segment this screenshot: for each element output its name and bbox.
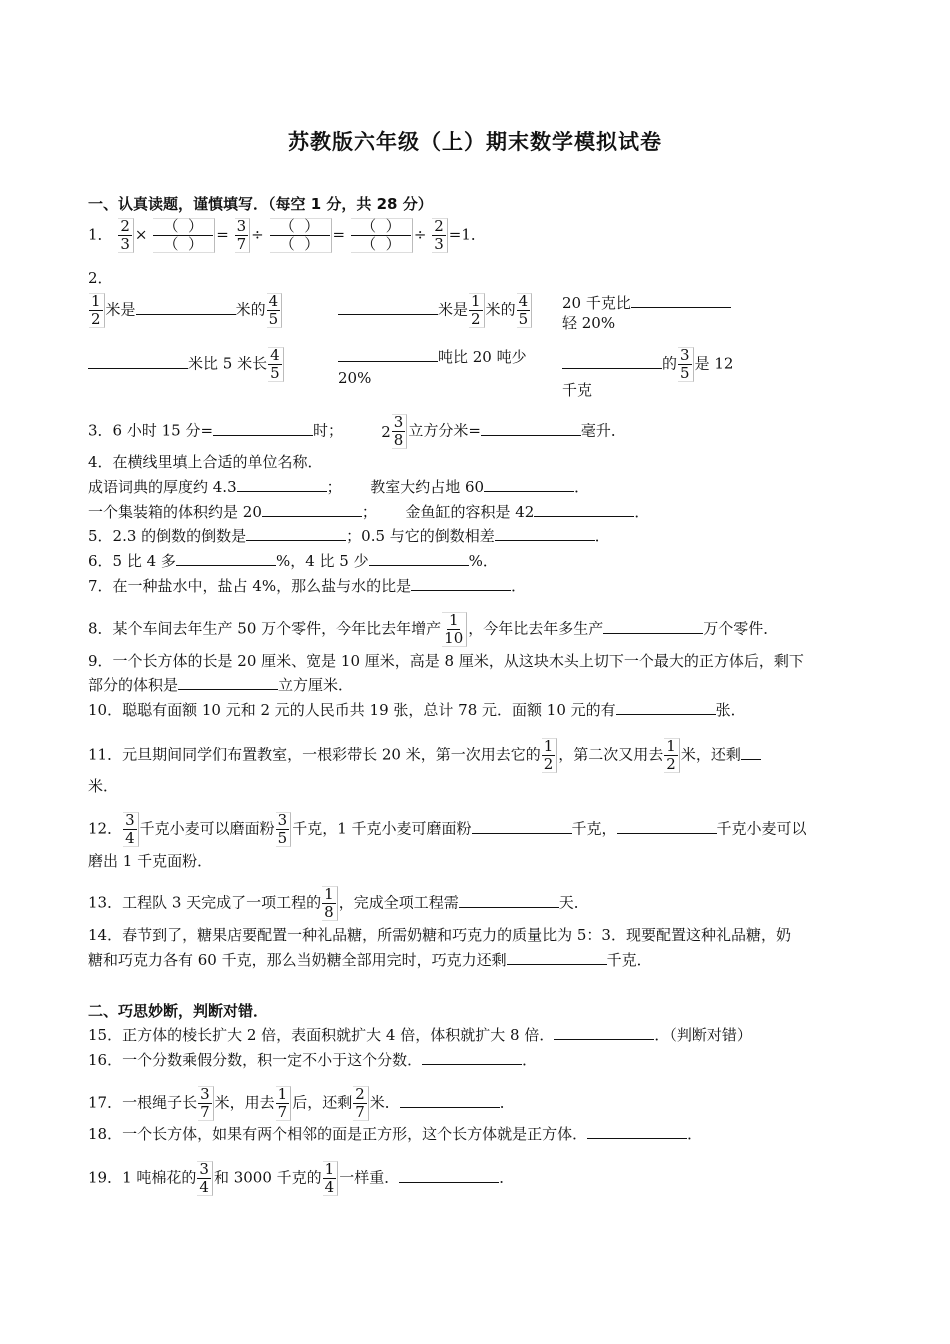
answer-blank[interactable] bbox=[741, 745, 761, 760]
answer-blank[interactable] bbox=[534, 502, 634, 517]
question-10: 10．聪聪有面额 10 元和 2 元的人民币共 19 张，总计 78 元．面额 10 元的有 张． bbox=[88, 701, 746, 719]
fraction: $\frac{1}{2}$ bbox=[664, 738, 680, 773]
answer-blank[interactable] bbox=[554, 1025, 654, 1040]
answer-blank[interactable] bbox=[246, 526, 346, 541]
answer-blank[interactable] bbox=[459, 893, 559, 908]
question-11-end: 米． bbox=[88, 777, 119, 795]
answer-blank[interactable] bbox=[603, 619, 703, 634]
fraction: $\frac{1}{7}$ bbox=[276, 1086, 292, 1121]
fraction-blank[interactable]: （ ） （ ） bbox=[153, 218, 215, 253]
answer-blank[interactable] bbox=[495, 526, 595, 541]
question-18: 18．一个长方体，如果有两个相邻的面是正方形，这个长方体就是正方体． ． bbox=[88, 1125, 703, 1143]
question-8: 8．某个车间去年生产 50 万个零件，今年比去年增产 $\frac{1}{10}$ ，今年比去年多生产 万个零件． bbox=[88, 611, 779, 647]
question-19: 19．1 吨棉花的 $\frac{3}{4}$ 和 3000 千克的 $\frac{1}{4}$ 一样重． ． bbox=[88, 1160, 515, 1196]
question-14-line-1: 14．春节到了，糖果店要配置一种礼品糖，所需奶糖和巧克力的质量比为 5：3．现要配置这种礼品糖，奶 bbox=[88, 926, 791, 944]
fraction: $\frac{1}{10}$ bbox=[442, 612, 467, 647]
fraction-blank[interactable]: （ ） （ ） bbox=[351, 218, 413, 253]
question-4-text: 4．在横线里填上合适的单位名称． bbox=[88, 453, 323, 471]
section-1-heading: 一、认真读题，谨慎填写．（每空 1 分，共 28 分） bbox=[88, 195, 433, 213]
question-2-number: 2． bbox=[88, 269, 113, 287]
answer-blank[interactable] bbox=[213, 421, 313, 436]
answer-blank[interactable] bbox=[176, 551, 276, 566]
question-17: 17．一根绳子长 $\frac{3}{7}$ 米，用去 $\frac{1}{7}$ 后，还剩 $\frac{2}{7}$ 米． ． bbox=[88, 1085, 515, 1121]
answer-blank[interactable] bbox=[338, 347, 438, 362]
question-12-end: 磨出 1 千克面粉． bbox=[88, 852, 213, 870]
question-2-c: 20 千克比 bbox=[562, 293, 731, 313]
answer-blank[interactable] bbox=[178, 675, 278, 690]
answer-blank[interactable] bbox=[562, 354, 662, 369]
question-11: 11．元旦期间同学们布置教室，一根彩带长 20 米，第一次用去它的 $\frac{1}{2}$ ，第二次又用去 $\frac{1}{2}$ 米，还剩 bbox=[88, 738, 761, 773]
fraction: $\frac{1}{2}$ bbox=[542, 738, 558, 773]
question-7: 7．在一种盐水中，盐占 4%，那么盐与水的比是 ． bbox=[88, 577, 527, 595]
question-13: 13．工程队 3 天完成了一项工程的 $\frac{1}{8}$ ，完成全项工程需 天． bbox=[88, 885, 589, 921]
question-3: 3．6 小时 15 分= 时； 2 3 8 立方分米= 毫升． bbox=[88, 413, 626, 449]
answer-blank[interactable] bbox=[136, 300, 236, 315]
section-2-heading: 二、巧思妙断，判断对错． bbox=[88, 1002, 269, 1020]
question-4-line-2: 一个集装箱的体积约是 20 ； 金鱼缸的容积是 42 ． bbox=[88, 503, 650, 521]
question-12: 12． $\frac{3}{4}$ 千克小麦可以磨面粉 $\frac{3}{5}$ 千克，1 千克小麦可磨面粉 千克， 千克小麦可以 bbox=[88, 811, 807, 847]
answer-blank[interactable] bbox=[484, 477, 574, 492]
question-5: 5．2.3 的倒数的倒数是 ；0.5 与它的倒数相差 ． bbox=[88, 527, 610, 545]
fraction: 3 8 bbox=[392, 414, 408, 449]
answer-blank[interactable] bbox=[507, 950, 607, 965]
page-title: 苏教版六年级（上）期末数学模拟试卷 bbox=[288, 130, 662, 154]
fraction: $\frac{3}{4}$ bbox=[123, 812, 139, 847]
answer-blank[interactable] bbox=[617, 819, 717, 834]
answer-blank[interactable] bbox=[472, 819, 572, 834]
answer-blank[interactable] bbox=[262, 502, 362, 517]
fraction: $\frac{1}{8}$ bbox=[322, 886, 338, 921]
question-2-e: 吨比 20 吨少 bbox=[338, 347, 527, 367]
fraction: $\frac{4}{5}$ bbox=[267, 293, 283, 328]
answer-blank[interactable] bbox=[369, 551, 469, 566]
question-14-line-2: 糖和巧克力各有 60 千克，那么当奶糖全部用完时，巧克力还剩 千克． bbox=[88, 951, 652, 969]
fraction: $\frac{1}{2}$ bbox=[469, 293, 485, 328]
question-2-a: $\frac{1}{2}$ 米是 米的 $\frac{4}{5}$ bbox=[88, 293, 283, 328]
fraction: $\frac{4}{5}$ bbox=[268, 347, 284, 382]
answer-blank[interactable] bbox=[422, 1050, 522, 1065]
answer-blank[interactable] bbox=[237, 477, 327, 492]
question-2-c-end: 轻 20% bbox=[562, 314, 616, 332]
question-4-line-1: 成语词典的厚度约 4.3 ； 教室大约占地 60 ． bbox=[88, 478, 590, 496]
question-15: 15．正方体的棱长扩大 2 倍，表面积就扩大 4 倍，体积就扩大 8 倍． ．（判断对错） bbox=[88, 1026, 752, 1044]
question-1: 1． $\frac{2}{3}$ × （ ） （ ） = $\frac{3}{7}$ ÷ （ ） （ ） = （ ） （ ） ÷ $\frac{2}{3}$ =1． bbox=[88, 217, 486, 253]
answer-blank[interactable] bbox=[481, 421, 581, 436]
question-16: 16．一个分数乘假分数，积一定不小于这个分数． ． bbox=[88, 1051, 538, 1069]
fraction: $\frac{1}{4}$ bbox=[323, 1161, 339, 1196]
question-2-b: 米是 $\frac{1}{2}$ 米的 $\frac{4}{5}$ bbox=[338, 293, 533, 328]
question-6: 6．5 比 4 多 %，4 比 5 少 %． bbox=[88, 552, 498, 570]
answer-blank[interactable] bbox=[400, 1093, 500, 1108]
fraction: $\frac{3}{5}$ bbox=[276, 812, 292, 847]
fraction: $\frac{2}{3}$ bbox=[118, 218, 134, 253]
fraction: $\frac{1}{2}$ bbox=[89, 293, 105, 328]
fraction-blank[interactable]: （ ） （ ） bbox=[270, 218, 332, 253]
fraction: $\frac{3}{7}$ bbox=[198, 1086, 214, 1121]
fraction: $\frac{2}{7}$ bbox=[353, 1086, 369, 1121]
question-2-f-end: 千克 bbox=[562, 381, 593, 399]
question-2-e-end: 20% bbox=[338, 369, 372, 387]
question-2-d: 米比 5 米长 $\frac{4}{5}$ bbox=[88, 347, 285, 382]
fraction: $\frac{2}{3}$ bbox=[432, 218, 448, 253]
question-9-line-2: 部分的体积是 立方厘米． bbox=[88, 676, 354, 694]
question-9-line-1: 9．一个长方体的长是 20 厘米、宽是 10 厘米，高是 8 厘米，从这块木头上切下一个最大的正方体后，剩下 bbox=[88, 652, 804, 670]
answer-blank[interactable] bbox=[616, 700, 716, 715]
question-2-f: 的 $\frac{3}{5}$ 是 12 bbox=[562, 347, 733, 382]
answer-blank[interactable] bbox=[88, 354, 188, 369]
fraction: $\frac{3}{4}$ bbox=[197, 1161, 213, 1196]
answer-blank[interactable] bbox=[587, 1124, 687, 1139]
answer-blank[interactable] bbox=[399, 1168, 499, 1183]
answer-blank[interactable] bbox=[338, 300, 438, 315]
fraction: $\frac{4}{5}$ bbox=[517, 293, 533, 328]
answer-blank[interactable] bbox=[411, 576, 511, 591]
fraction: $\frac{3}{5}$ bbox=[678, 347, 694, 382]
mixed-number: 2 3 8 bbox=[381, 414, 408, 449]
fraction: $\frac{3}{7}$ bbox=[235, 218, 251, 253]
answer-blank[interactable] bbox=[631, 293, 731, 308]
